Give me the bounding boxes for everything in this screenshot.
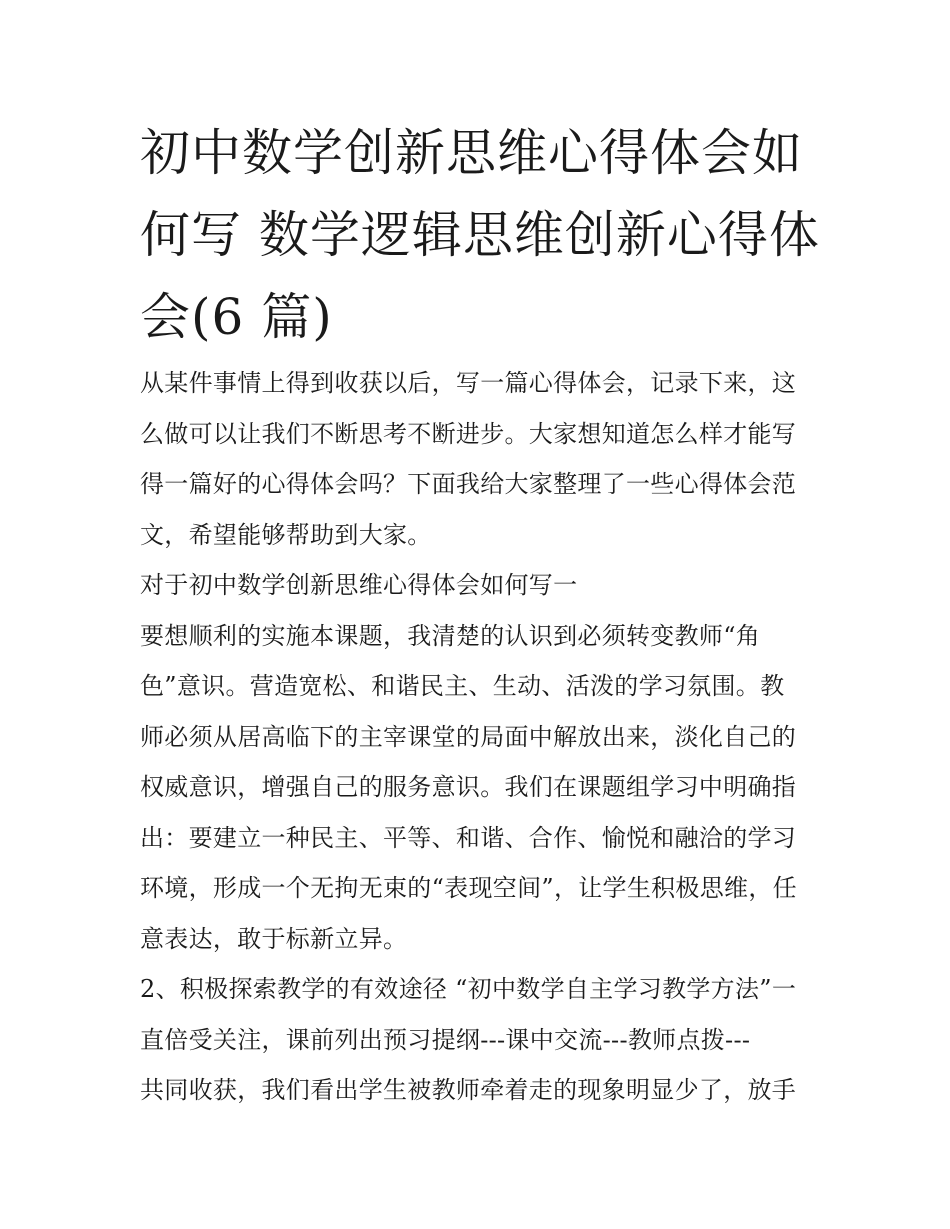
title-line: 会(6 篇) [140,288,333,346]
body-line: 文，希望能够帮助到大家。 [140,520,432,549]
body-line: 么做可以让我们不断思考不断进步。大家想知道怎么样才能写 [140,419,797,448]
body-line: 得一篇好的心得体会吗？下面我给大家整理了一些心得体会范 [140,470,797,498]
body-line: 色”意识。营造宽松、和谐民主、生动、活泼的学习氛围。教 [140,672,785,700]
body-line: 直倍受关注，课前列出预习提纲---课中交流---教师点拨--- [140,1025,751,1054]
title-line: 何写 数学逻辑思维创新心得体 [140,206,820,264]
body-line: 意表达，敢于标新立异。 [140,924,408,953]
section-heading: 对于初中数学创新思维心得体会如何写一 [140,571,578,599]
body-line: 环境，形成一个无拘无束的“表现空间”，让学生积极思维，任 [140,874,797,902]
document-title [140,112,820,358]
document-body [140,358,820,1116]
body-line: 从某件事情上得到收获以后，写一篇心得体会，记录下来，这 [140,369,797,397]
body-line: 师必须从居高临下的主宰课堂的局面中解放出来，淡化自己的 [140,722,797,751]
body-line: 出：要建立一种民主、平等、和谐、合作、愉悦和融洽的学习 [140,823,797,852]
body-line: 要想顺利的实施本课题，我清楚的认识到必须转变教师“角 [140,621,761,650]
title-line: 初中数学创新思维心得体会如 [140,124,803,182]
body-line: 共同收获，我们看出学生被教师牵着走的现象明显少了，放手 [140,1076,797,1104]
body-line: 权威意识，增强自己的服务意识。我们在课题组学习中明确指 [140,773,797,801]
body-line: 2、积极探索教学的有效途径 “初中数学自主学习教学方法”一 [140,975,797,1003]
